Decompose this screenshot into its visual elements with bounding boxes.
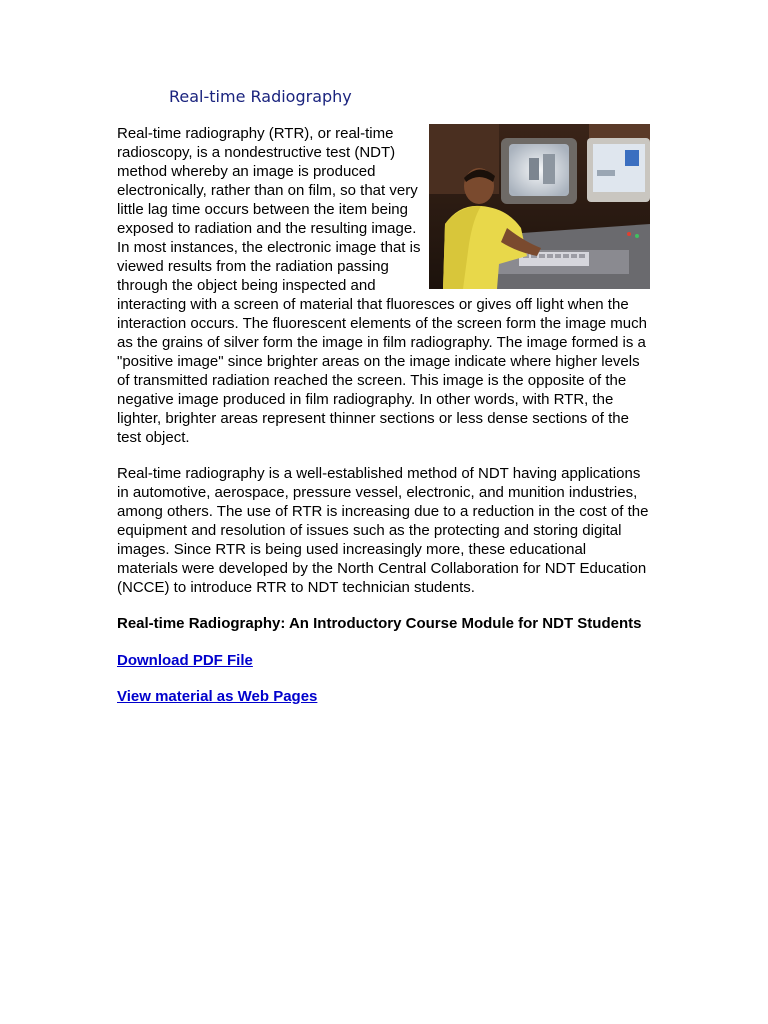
course-module-title: Real-time Radiography: An Introductory Course Module for NDT Students: [117, 615, 642, 632]
download-pdf-link[interactable]: Download PDF File: [117, 652, 253, 669]
applications-paragraph: Real-time radiography is a well-established method of NDT having applications in automotive, aerospace, pressure vessel, electronic, and munition industries, among others. The use of RTR is increasing due to a reduction in the cost of the equipment and resolution of issues such as the protecting and storing digital images. Since RTR is being used increasingly more, these educational materials were developed by the North Central Collaboration for NDT Education (NCCE) to introduce RTR to NDT technician students.: [117, 465, 649, 596]
page-title: Real-time Radiography: [169, 87, 352, 106]
technician-at-rtr-console-photo: [429, 124, 650, 289]
view-web-pages-link[interactable]: View material as Web Pages: [117, 688, 318, 705]
article-body: [117, 124, 650, 723]
view-web-pages-link-row: [117, 687, 650, 706]
download-pdf-link-row: [117, 651, 650, 670]
intro-paragraph: Real-time radiography (RTR), or real-time radioscopy, is a nondestructive test (NDT) method whereby an image is produced electronically, rather than on film, so that very little lag time occurs between the item being exposed to radiation and the resulting image. In most instances, the electronic image that is viewed results from the radiation passing through the object being inspected and interacting with a screen of material that fluoresces or gives off light when the interaction occurs. The fluorescent elements of the screen form the image much as the grains of silver form the image in film radiography. The image formed is a "positive image" since brighter areas on the image indicate where higher levels of transmitted radiation reached the screen. This image is the opposite of the negative image produced in film radiography. In other words, with RTR, the lighter, brighter areas represent thinner sections or less dense sections of the test object.: [117, 125, 647, 446]
